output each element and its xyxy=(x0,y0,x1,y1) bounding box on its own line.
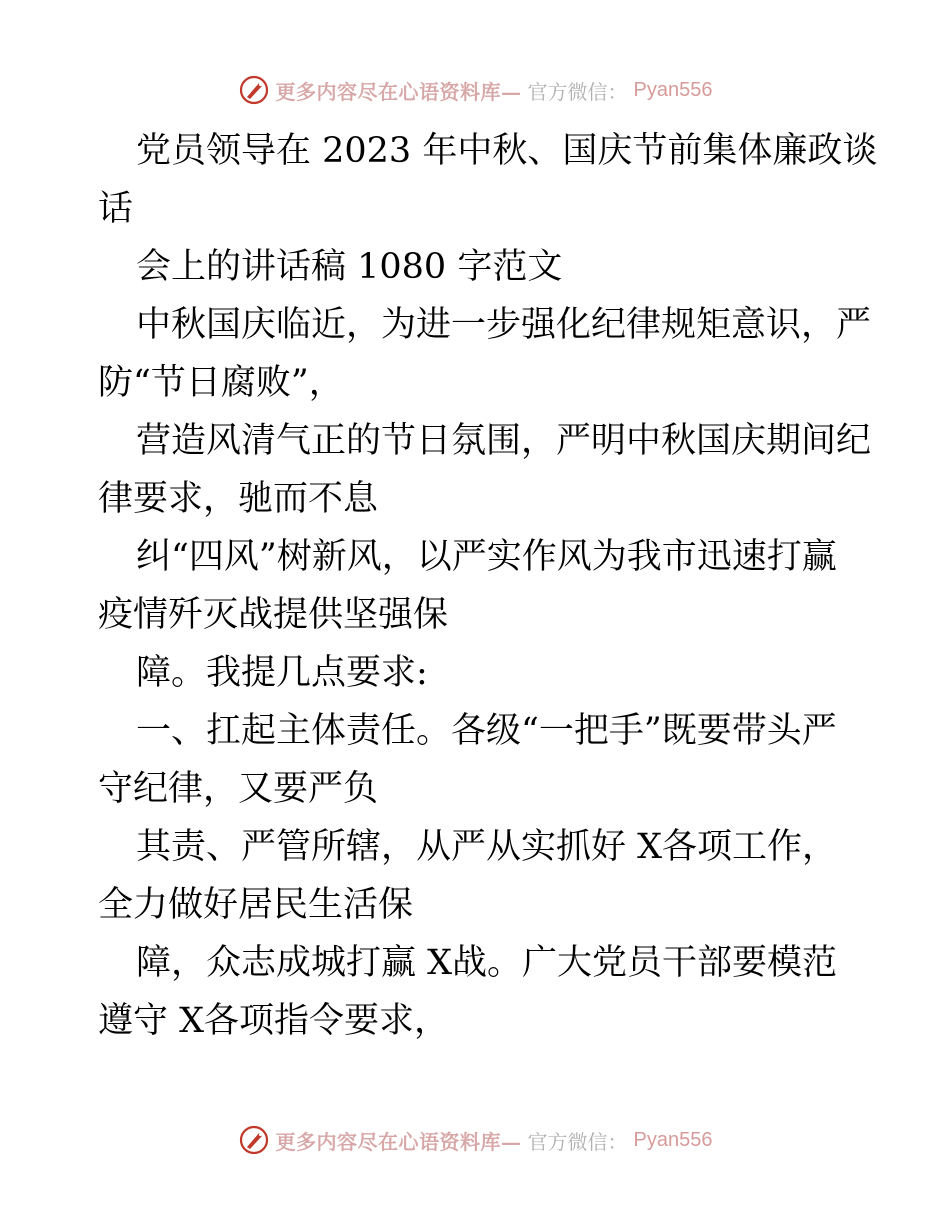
paragraph-line: 守纪律，又要严负 xyxy=(98,769,379,809)
paragraph-line: 律要求，驰而不息 xyxy=(98,479,379,519)
title-line-2: 话 xyxy=(98,189,134,229)
paragraph-line: 一、扛起主体责任。各级“一把手”既要带头严 xyxy=(136,711,837,751)
document-body xyxy=(98,122,878,1050)
watermark-text: 更多内容尽在心语资料库— xyxy=(275,1129,522,1154)
title-line-1: 党员领导在 2023 年中秋、国庆节前集体廉政谈 xyxy=(136,131,878,171)
watermark-wechat-id: Pyan556 xyxy=(633,78,713,101)
watermark-wechat-label: 官方微信： xyxy=(527,79,628,104)
paragraph-line: 其责、严管所辖，从严从实抓好 X各项工作， xyxy=(136,827,838,867)
paragraph-line: 障。我提几点要求: xyxy=(136,653,428,693)
paragraph-line: 全力做好居民生活保 xyxy=(98,885,414,925)
paragraph-line: 中秋国庆临近，为进一步强化纪律规矩意识，严 xyxy=(136,305,872,345)
watermark-text: 更多内容尽在心语资料库— xyxy=(275,79,522,104)
header-watermark xyxy=(0,70,950,110)
paragraph-line: 疫情歼灭战提供坚强保 xyxy=(98,595,449,635)
paragraph-line: 遵守 X各项指令要求， xyxy=(98,1001,450,1041)
footer-watermark xyxy=(0,1120,950,1160)
title-line-3: 会上的讲话稿 1080 字范文 xyxy=(136,247,563,287)
watermark-wechat-label: 官方微信： xyxy=(527,1129,628,1154)
pen-nib-logo-icon xyxy=(238,1124,270,1156)
paragraph-line: 防“节日腐败”， xyxy=(98,363,344,403)
paragraph-line: 营造风清气正的节日氛围，严明中秋国庆期间纪 xyxy=(136,421,872,461)
paragraph-line: 纠“四风”树新风，以严实作风为我市迅速打赢 xyxy=(136,537,837,577)
paragraph-line: 障，众志成城打赢 X战。广大党员干部要模范 xyxy=(136,943,838,983)
watermark-wechat-id: Pyan556 xyxy=(633,1128,713,1151)
pen-nib-logo-icon xyxy=(238,74,270,106)
